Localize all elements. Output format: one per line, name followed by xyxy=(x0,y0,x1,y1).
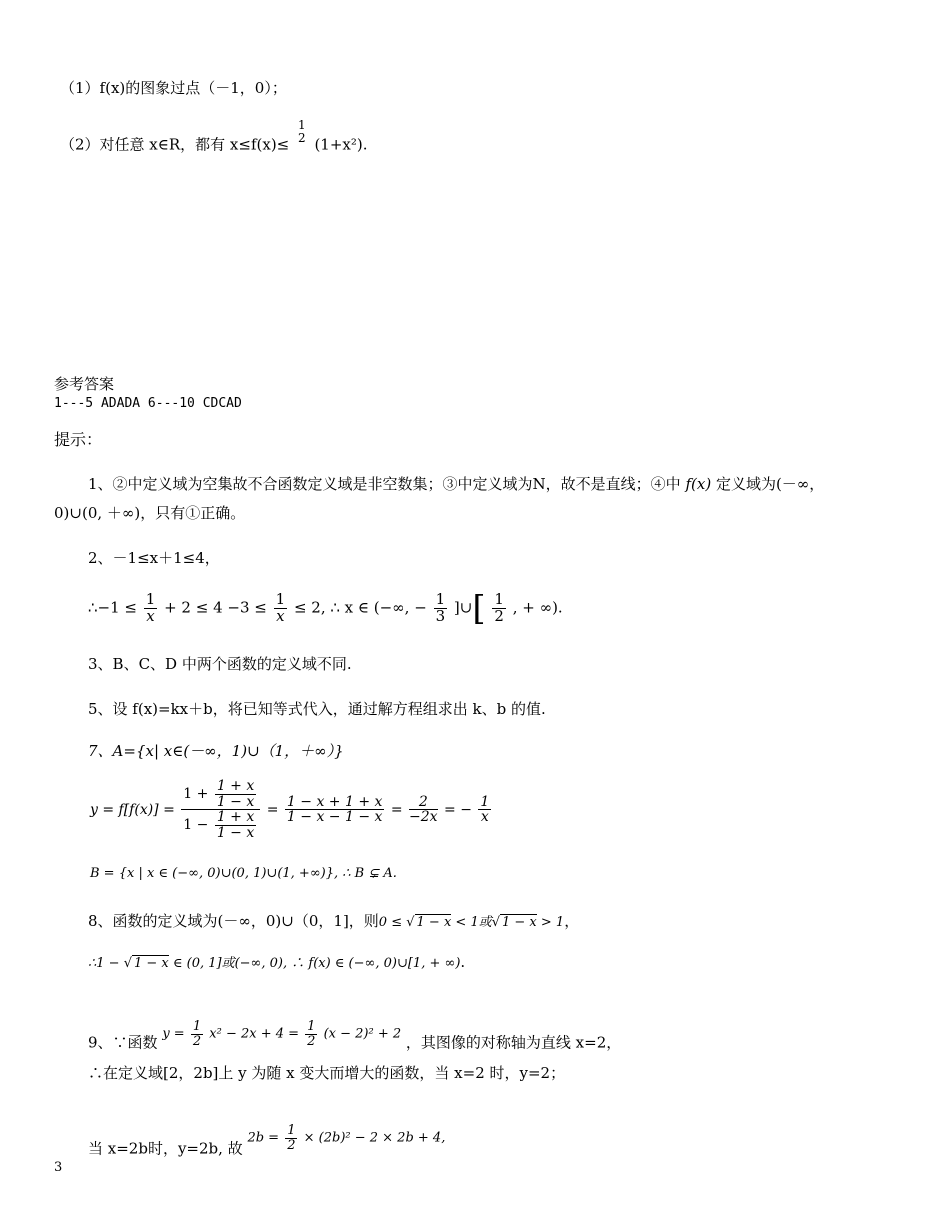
hint-7-formula: y = f[f(x)] = 1 + $\frac{1 + x}{1 - x}$ 1 − $\frac{1 + x}{1 - x}$ = $\frac{1 - x + 1 + x}{1 - x - 1 - x}$ = $\frac{2}{-2x}$ = − $\frac{1}{x}$ xyxy=(90,778,490,842)
hint-7-line-1: 7、A={x| x∈(－∞，1)∪（1，＋∞）} xyxy=(88,742,344,760)
hint-9-equation: 2b = $\frac{1}{2}$ × (2b)² − 2 × 2b + 4, xyxy=(247,1123,446,1153)
fraction-half: 1 2 xyxy=(298,118,306,145)
hint-5: 5、设 f(x)=kx＋b，将已知等式代入，通过解方程组求出 k、b 的值. xyxy=(88,700,546,718)
hint-1-line-1: 1、②中定义域为空集故不合函数定义域是非空数集；③中定义域为N，故不是直线；④中 f(x) 定义域为(－∞， xyxy=(88,475,825,493)
fraction-one-over-x: $\frac{1}{x}$ xyxy=(145,590,156,625)
hint-7-set-B: B = {x | x ∈ (−∞, 0)∪(0, 1)∪(1, +∞)}, ∴ B ⊊ A. xyxy=(90,866,397,881)
nested-fraction: 1 + $\frac{1 + x}{1 - x}$ 1 − $\frac{1 + x}{1 - x}$ xyxy=(181,779,260,841)
hint-8-line-1: 8、函数的定义域为(－∞，0)∪（0，1]，则0 ≤ √ 1 − x < 1或√ 1 − x > 1， xyxy=(88,912,580,930)
hint-9-function: y = $\frac{1}{2}$ x² − 2x + 4 = $\frac{1}{2}$ (x − 2)² + 2 xyxy=(162,1019,402,1049)
fraction-one-half: $\frac{1}{2}$ xyxy=(494,590,504,625)
hint-9-line-3: 当 x=2b时，y=2b, 故 2b = $\frac{1}{2}$ × (2b)² − 2 × 2b + 4, xyxy=(88,1123,446,1158)
hint-8-line-2: ∴1 − √ 1 − x ∈ (0, 1]或(−∞, 0), ∴ f(x) ∈ (−∞, 0)∪[1, + ∞). xyxy=(88,953,466,971)
hint-1-line-2: 0)∪(0, ＋∞)，只有①正确。 xyxy=(54,504,246,522)
condition-1: （1）f(x)的图象过点（－1，0）； xyxy=(60,79,287,97)
answers-list: 1---5 ADADA 6---10 CDCAD xyxy=(54,396,242,411)
answers-title: 参考答案 xyxy=(54,375,115,393)
condition-2: （2）对任意 x∈R，都有 x≤f(x)≤ 1 2 (1+x²). xyxy=(60,118,368,154)
hints-title: 提示： xyxy=(54,430,103,449)
hint-2-line-1: 2、－1≤x＋1≤4， xyxy=(88,549,220,567)
hint-9-line-2: ∴在定义域[2，2b]上 y 为随 x 变大而增大的函数，当 x=2 时，y=2； xyxy=(88,1064,566,1082)
fraction-one-over-x-2: $\frac{1}{x}$ xyxy=(275,590,286,625)
hint-9-line-1: 9、∵函数 y = $\frac{1}{2}$ x² − 2x + 4 = $\frac{1}{2}$ (x − 2)² + 2 ，其图像的对称轴为直线 x=2， xyxy=(88,1019,622,1052)
hint-3: 3、B、C、D 中两个函数的定义域不同. xyxy=(88,655,352,673)
hint-2-line-2: ∴−1 ≤ $\frac{1}{x}$ + 2 ≤ 4 −3 ≤ $\frac{1}{x}$ ≤ 2, ∴ x ∈ (−∞, − $\frac{1}{3}$ ]∪[ $\frac{1}{2}$ , + ∞). xyxy=(88,588,563,629)
page-number: 3 xyxy=(54,1160,63,1175)
fraction-one-third: $\frac{1}{3}$ xyxy=(435,590,446,625)
